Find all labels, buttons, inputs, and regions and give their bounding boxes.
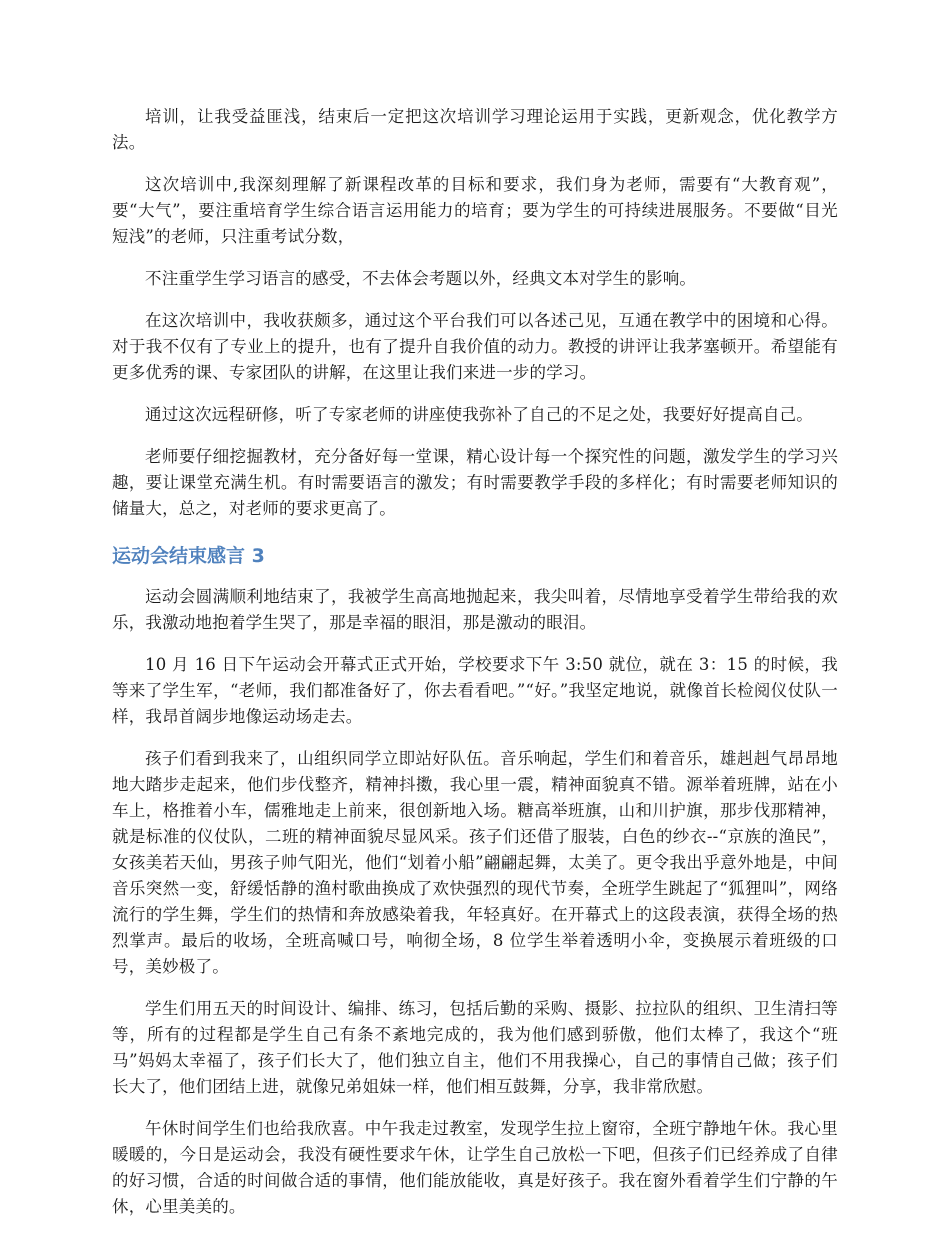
intro-paragraph-3: 不注重学生学习语言的感受，不去体会考题以外，经典文本对学生的影响。 [145,269,697,288]
section-paragraph-1: 运动会圆满顺利地结束了，我被学生高高地抛起来，我尖叫着，尽情地享受着学生带给我的欢乐，我激动地抱着学生哭了，那是幸福的眼泪，那是激动的眼泪。 [112,587,838,632]
section-paragraph-5: 午休时间学生们也给我欣喜。中午我走过教室，发现学生拉上窗帘，全班宁静地午休。我心里暖暖的，今日是运动会，我没有硬性要求午休，让学生自己放松一下吧，但孩子们已经养成了自律的好习惯，合适的时间做合适的事情，他们能放能收，真是好孩子。我在窗外看着学生们宁静的午休，心里美美的。 [112,1119,838,1216]
section-paragraph-2: 10 月 16 日下午运动会开幕式正式开始，学校要求下午 3:50 就位，就在 3：15 的时候，我等来了学生军，“老师，我们都准备好了，你去看看吧。”“好。”我坚定地说，就像首长检阅仪仗队一样，我昂首阔步地像运动场走去。 [112,655,838,726]
section-title: 运动会结束感言 3 [112,545,265,567]
intro-paragraph-6: 老师要仔细挖掘教材，充分备好每一堂课，精心设计每一个探究性的问题，激发学生的学习兴趣，要让课堂充满生机。有时需要语言的激发；有时需要教学手段的多样化；有时需要老师知识的储量大，总之，对老师的要求更高了。 [112,447,838,518]
intro-paragraph-2: 这次培训中,我深刻理解了新课程改革的目标和要求，我们身为老师，需要有“大教育观”，要“大气”，要注重培育学生综合语言运用能力的培育；要为学生的可持续进展服务。不要做“目光短浅”的老师，只注重考试分数， [112,175,838,246]
intro-paragraph-4: 在这次培训中，我收获颇多，通过这个平台我们可以各述己见，互通在教学中的困境和心得。对于我不仅有了专业上的提升，也有了提升自我价值的动力。教授的讲评让我茅塞顿开。希望能有更多优秀的课、专家团队的讲解，在这里让我们来进一步的学习。 [112,311,838,382]
document-page [112,104,838,1236]
section-paragraph-3: 孩子们看到我来了，山组织同学立即站好队伍。音乐响起，学生们和着音乐，雄赳赳气昂昂地地大踏步走起来，他们步伐整齐，精神抖擞，我心里一震，精神面貌真不错。源举着班牌，站在小车上，格推着小车，儒雅地走上前来，很创新地入场。糖高举班旗，山和川护旗，那步伐那精神，就是标准的仪仗队，二班的精神面貌尽显风采。孩子们还借了服装，白色的纱衣--“京族的渔民”，女孩美若天仙，男孩子帅气阳光，他们“划着小船”翩翩起舞，太美了。更令我出乎意外地是，中间音乐突然一变，舒缓恬静的渔村歌曲换成了欢快强烈的现代节奏，全班学生跳起了“狐狸叫”，网络流行的学生舞，学生们的热情和奔放感染着我，年轻真好。在开幕式上的这段表演，获得全场的热烈掌声。最后的收场，全班高喊口号，响彻全场，8 位学生举着透明小伞，变换展示着班级的口号，美妙极了。 [112,749,838,976]
section-paragraph-4: 学生们用五天的时间设计、编排、练习，包括后勤的采购、摄影、拉拉队的组织、卫生清扫等等，所有的过程都是学生自己有条不紊地完成的，我为他们感到骄傲，他们太棒了，我这个“班马”妈妈太幸福了，孩子们长大了，他们独立自主，他们不用我操心，自己的事情自己做；孩子们长大了，他们团结上进，就像兄弟姐妹一样，他们相互鼓舞，分享，我非常欣慰。 [112,999,838,1096]
intro-paragraph-5: 通过这次远程研修，听了专家老师的讲座使我弥补了自己的不足之处，我要好好提高自己。 [145,405,813,424]
intro-paragraph-1: 培训，让我受益匪浅，结束后一定把这次培训学习理论运用于实践，更新观念，优化教学方法。 [112,107,838,152]
